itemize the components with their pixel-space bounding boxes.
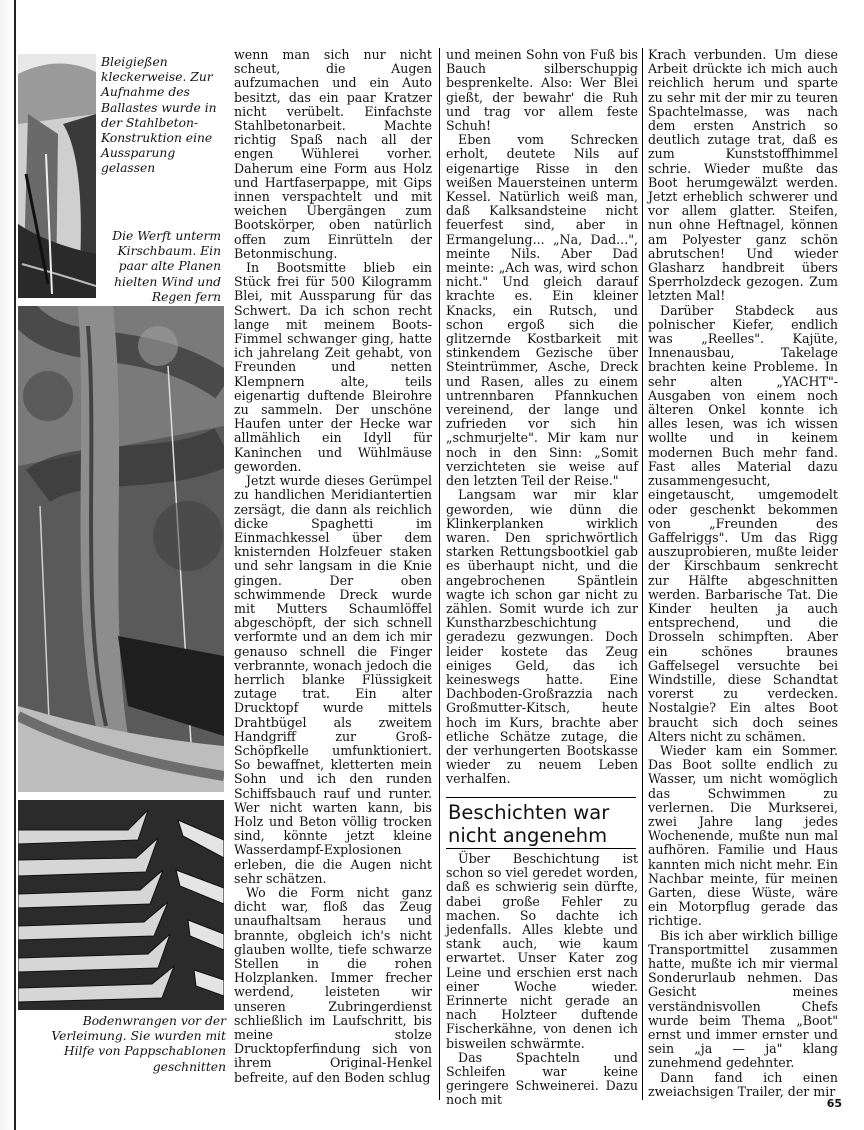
caption-ballast: Bleigießen kleckerweise. Zur Aufnahme des Ballastes wurde in der Stahlbeton-Konstruktion eine Aussparung gelassen bbox=[101, 55, 217, 176]
text-column-1 bbox=[234, 48, 432, 1085]
text-column-2-top bbox=[446, 48, 638, 787]
caption-floor-timbers: Bodenwrangen vor der Verleimung. Sie wurden mit Hilfe von Pappschablonen geschnitten bbox=[51, 1014, 226, 1074]
paragraph: Jetzt wurde dieses Gerümpel zu handlichen Meridiantertien zersägt, die dann als reichlich dicke Spaghetti im Einmachkessel über dem knisternden Holzfeuer staken und sehr langsam in die Knie gingen. Der oben schwimmende Dreck wurde mit Mutters Schaumlöffel abgeschöpft, der sich schnell verformte und an dem ich mir genauso schnell die Finger verbrannte, wonach jedoch die herrlich blanke Flüssigkeit zutage trat. Ein alter Drucktopf wurde mittels Drahtbügel als zweitem Handgriff zur Groß-Schöpfkelle umfunktioniert. So bewaffnet, kletterten mein Sohn und ich den runden Schiffsbauch rauf und runter. Wer nicht warten kann, bis Holz und Beton völlig trocken sind, könnte jetzt kleine Wasserdampf-Explosionen erleben, die die Augen nicht sehr schätzen. bbox=[234, 473, 432, 886]
paragraph: Das Spachteln und Schleifen war keine geringere Schweinerei. Dazu noch mit bbox=[446, 1049, 638, 1108]
caption-shipyard: Die Werft unterm Kirschbaum. Ein paar alte Planen hielten Wind und Regen fern bbox=[112, 229, 221, 304]
paragraph: Langsam war mir klar geworden, wie dünn die Klinkerplanken wirklich waren. Den sprichwörtlich starken Rettungsbootkiel gab es überhaupt nicht, und die angebrochenen Späntlein wagte ich schon gar nicht zu zählen. Somit wurde ich zur Kunstharzbeschichtung geradezu gezwungen. Doch leider kostete das Zeug einiges Geld, das ich keineswegs hatte. Eine Dachboden-Großrazzia nach Großmutter-Kitsch, heute hoch im Kurs, brachte aber etliche Schätze zutage, die der verhungerten Bootskasse wieder zu neuem Leben verhalfen. bbox=[446, 487, 638, 787]
paragraph: Über Beschichtung ist schon so viel geredet worden, daß es schwierig sein dürfte, dabei große Fehler zu machen. So dachte ich jedenfalls. Alles klebte und stank auch, wie kaum erwartet. Unser Kater zog Leine und erschien erst nach einer Woche wieder. Erinnerte nicht gerade an nach Holzteer duftende Fischerkähne, von denen ich bisweilen schwärmte. bbox=[446, 851, 638, 1051]
text-column-2-bottom bbox=[446, 852, 638, 1108]
photo-floor-timbers bbox=[18, 800, 224, 1010]
heading-rule bbox=[446, 848, 636, 849]
page-number: 65 bbox=[826, 1097, 842, 1110]
column-rule bbox=[642, 48, 643, 1100]
text-column-3 bbox=[648, 48, 838, 1099]
paragraph: und meinen Sohn von Fuß bis Bauch silberschuppig besprenkelte. Also: Wer Blei gießt, der bewahr' die Ruh und trag vor allem feste Schuh! bbox=[446, 47, 638, 134]
paragraph: Wo die Form nicht ganz dicht war, floß das Zeug unaufhaltsam heraus und brannte, obgleich ich's nicht glauben wollte, tiefe schwarze Stellen in die rohen Holzplanken. Immer frecher werdend, leisteten wir unseren Zubringerdienst schließlich im Laufschritt, bis meine stolze Drucktopferfindung sich von ihrem Original-Henkel befreite, auf den Boden schlug bbox=[234, 884, 432, 1085]
paragraph: wenn man sich nur nicht scheut, die Augen aufzumachen und ein Auto besitzt, das ein paar Kratzer nicht verübelt. Einfachste Stahlbetonarbeit. Machte richtig Spaß nach all der engen Wühlerei vorher. Daherum eine Form aus Holz und Hartfaserpappe, mit Gips innen verspachtelt und mit weichen Übergängen zum Bootskörper, oben natürlich offen zum Einrütteln der Betonmischung. bbox=[234, 47, 432, 261]
heading-rule bbox=[446, 797, 636, 798]
paragraph: Wieder kam ein Sommer. Das Boot sollte endlich zu Wasser, um nicht womöglich das Schwimmen zu verlernen. Die Murkserei, zwei Jahre lang jedes Wochenende, mußte nun mal aufhören. Familie und Haus kannten mich nicht mehr. Ein Nachbar meinte, für meinen Garten, diese Wüste, wäre ein Motorpflug gerade das richtige. bbox=[648, 742, 838, 929]
photo-ballast-mold bbox=[18, 54, 96, 298]
paragraph: In Bootsmitte blieb ein Stück frei für 500 Kilogramm Blei, mit Aussparung für das Schwert. Da ich schon recht lange mit meinem Boots-Fimmel schwanger ging, hatte ich jahrelang Zeit gehabt, von Freunden und netten Klempnern alte, teils eigenartig duftende Bleirohre zu sammeln. Der unschöne Haufen unter der Hecke war allmählich ein Idyll für Kaninchen und Wühlmäuse geworden. bbox=[234, 260, 432, 474]
paragraph: Bis ich aber wirklich billige Transportmittel zusammen hatte, mußte ich mir viermal Sonderurlaub nehmen. Das Gesicht meines verständnisvollen Chefs wurde beim Thema „Boot" ernst und immer ernster und sein „ja — ja" klang zunehmend gedehnter. bbox=[648, 927, 838, 1071]
paragraph: Dann fand ich einen zweiachsigen Trailer, der mir bbox=[648, 1069, 838, 1099]
column-rule bbox=[439, 48, 440, 1100]
section-heading: Beschichten war nicht angenehm bbox=[448, 801, 610, 847]
paragraph: Krach verbunden. Um diese Arbeit drückte ich mich auch reichlich herum und sparte zu sehr mit der mir zu teuren Spachtelmasse, was nach dem ersten Anstrich so deutlich zutage trat, daß es zum Kunststoffhimmel schrie. Wieder mußte das Boot herumgewälzt werden. Jetzt erheblich schwerer und vor allem glatter. Steifen, nun ohne Heftnagel, können am Polyester ganz schön abrutschen! Und wieder Glasharz handbreit übers Sperrholzdeck gezogen. Zum letzten Mal! bbox=[648, 47, 838, 304]
paragraph: Eben vom Schrecken erholt, deutete Nils auf eigenartige Risse in den weißen Mauersteinen unterm Kessel. Natürlich weiß man, daß Kalksandsteine nicht feuerfest sind, aber in Ermangelung... „Na, Dad...", meinte Nils. Aber Dad meinte: „Ach was, wird schon nicht." Und gleich darauf krachte es. Ein kleiner Knacks, ein Rutsch, und schon ergoß sich die glitzernde Kostbarkeit mit stinkendem Gezische über Steintrümmer, Asche, Dreck und Rasen, alles zu einem untrennbaren Pfannkuchen vereinend, der lange und zufrieden vor sich hin „schmurjelte". Mir kam nur noch in den Sinn: „Somit verzichteten sie weise auf den letzten Teil der Reise." bbox=[446, 132, 638, 489]
photo-cherry-tree-shipyard bbox=[18, 306, 224, 792]
paragraph: Darüber Stabdeck aus polnischer Kiefer, endlich was „Reelles". Kajüte, Innenausbau, Takelage brachten keine Probleme. In sehr alten „YACHT"-Ausgaben von einem noch älteren Onkel konnte ich alles lesen, was ich wissen wollte und in keinem modernen Buch mehr fand. Fast alles Material dazu zusammengesucht, eingetauscht, umgemodelt oder geschenkt bekommen von „Freunden des Gaffelriggs". Um das Rigg auszuprobieren, mußte leider der Kirschbaum senkrecht zur Hälfte abgeschnitten werden. Barbarische Tat. Die Kinder heulten ja auch entsprechend, und die Drosseln schimpften. Aber ein schönes braunes Gaffelsegel versuchte bei Windstille, diese Schandtat vorerst zu verdecken. Nostalgie? Ein altes Boot braucht sich doch seines Alters nicht zu schämen. bbox=[648, 302, 838, 744]
